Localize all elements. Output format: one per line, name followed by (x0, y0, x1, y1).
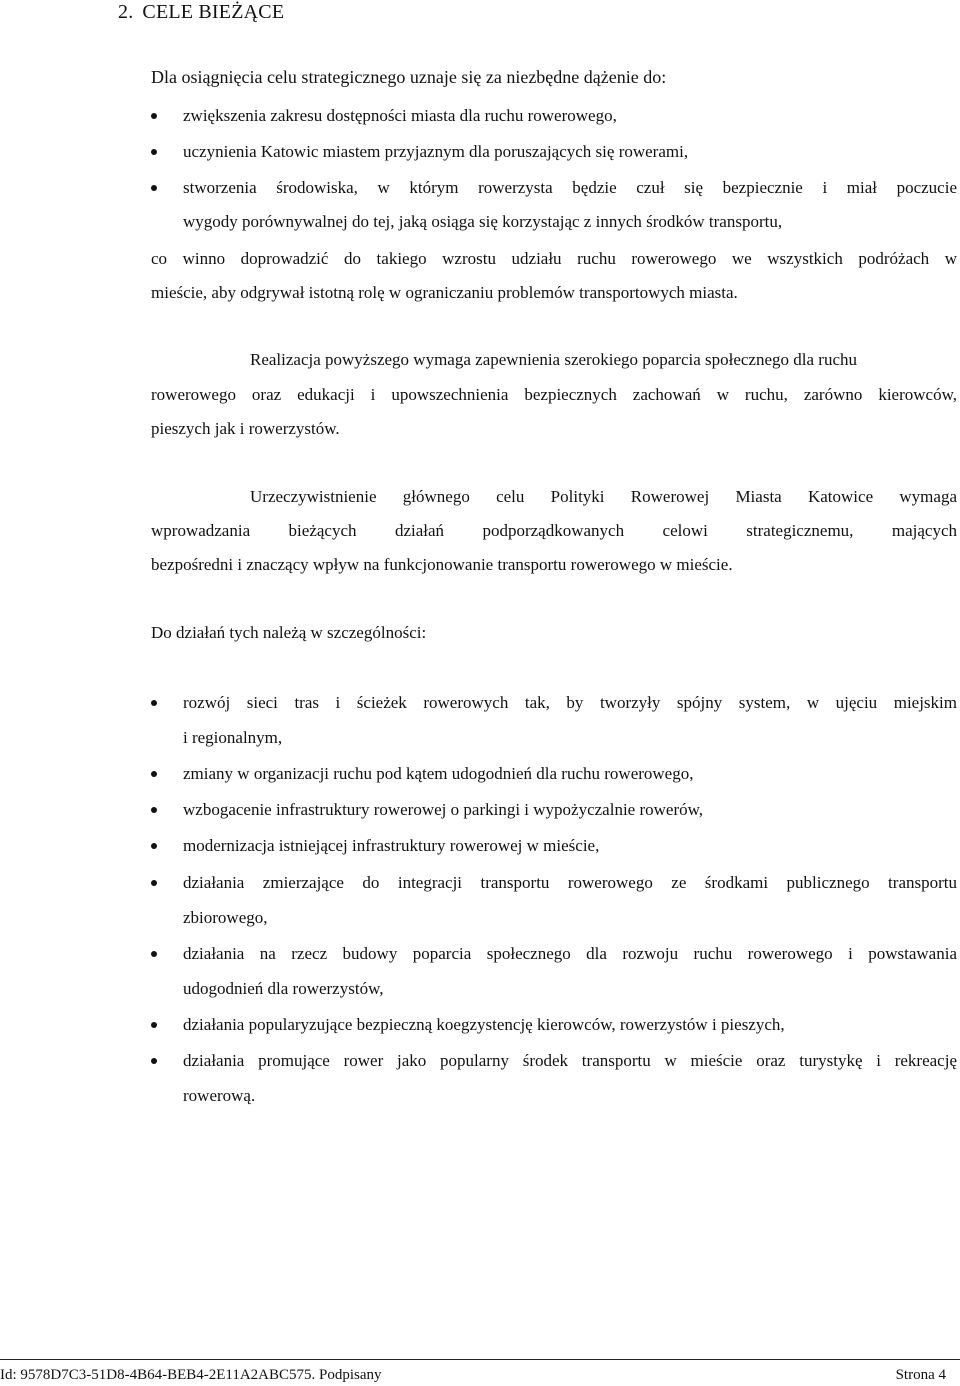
realizacja-line-3: pieszych jak i rowerzystów. (151, 419, 340, 438)
goal-item-1: zwiększenia zakresu dostępności miasta dla ruchu rowerowego, (183, 106, 617, 125)
action-item-5-continued: zbiorowego, (183, 908, 268, 927)
bullet-icon (151, 149, 157, 155)
realizacja-line-2: rowerowego oraz edukacji i upowszechnienia bezpiecznych zachowań w ruchu, zarówno kierowców, (151, 385, 957, 404)
bullet-icon (151, 771, 157, 777)
bullet-icon (151, 700, 157, 706)
action-item-5: działania zmierzające do integracji transportu rowerowego ze środkami publicznego transportu (183, 873, 957, 892)
bullet-icon (151, 1058, 157, 1064)
action-item-1: rozwój sieci tras i ścieżek rowerowych tak, by tworzyły spójny system, w ujęciu miejskim (183, 693, 957, 712)
goal-continuation-line-1: co winno doprowadzić do takiego wzrostu udziału ruchu rowerowego we wszystkich podróżach w (151, 249, 957, 268)
realizacja-line-1: Realizacja powyższego wymaga zapewnienia szerokiego poparcia społecznego dla ruchu (250, 350, 858, 369)
action-item-7: działania popularyzujące bezpieczną koegzystencję kierowców, rowerzystów i pieszych, (183, 1015, 785, 1034)
bullet-icon (151, 807, 157, 813)
intro-text: Dla osiągnięcia celu strategicznego uznaje się za niezbędne dążenie do: (151, 67, 667, 87)
action-item-8-continued: rowerową. (183, 1086, 256, 1105)
page-number: Strona 4 (895, 1367, 946, 1383)
document-id: Id: 9578D7C3-51D8-4B64-BEB4-2E11A2ABC575. Podpisany (0, 1367, 382, 1383)
section-number: 2. (118, 1, 134, 23)
section-heading (118, 0, 284, 24)
footer-divider (0, 1359, 960, 1360)
urzeczywistnienie-line-1: Urzeczywistnienie głównego celu Polityki Rowerowej Miasta Katowice wymaga (250, 487, 957, 506)
bullet-icon (151, 880, 157, 886)
bullet-icon (151, 951, 157, 957)
urzeczywistnienie-line-3: bezpośredni i znaczący wpływ na funkcjonowanie transportu rowerowego w mieście. (151, 555, 733, 574)
action-item-6: działania na rzecz budowy poparcia społecznego dla rozwoju ruchu rowerowego i powstawania (183, 944, 957, 963)
goal-continuation-line-2: mieście, aby odgrywał istotną rolę w ograniczaniu problemów transportowych miasta. (151, 283, 738, 302)
action-item-1-continued: i regionalnym, (183, 728, 283, 747)
bullet-icon (151, 185, 157, 191)
goal-item-2: uczynienia Katowic miastem przyjaznym dla poruszających się rowerami, (183, 142, 689, 161)
action-item-3: wzbogacenie infrastruktury rowerowej o parkingi i wypożyczalnie rowerów, (183, 800, 704, 819)
goal-item-3-continued: wygody porównywalnej do tej, jaką osiąga się korzystając z innych środków transportu, (183, 212, 783, 231)
action-item-4: modernizacja istniejącej infrastruktury rowerowej w mieście, (183, 836, 600, 855)
action-item-2: zmiany w organizacji ruchu pod kątem udogodnień dla ruchu rowerowego, (183, 764, 694, 783)
urzeczywistnienie-line-2: wprowadzania bieżących działań podporządkowanych celowi strategicznemu, mających (151, 521, 957, 540)
section-title: CELE BIEŻĄCE (142, 1, 285, 23)
bullet-icon (151, 1022, 157, 1028)
bullet-icon (151, 843, 157, 849)
actions-intro-text: Do działań tych należą w szczególności: (151, 623, 427, 642)
action-item-6-continued: udogodnień dla rowerzystów, (183, 979, 384, 998)
bullet-icon (151, 113, 157, 119)
goal-item-3: stworzenia środowiska, w którym rowerzysta będzie czuł się bezpiecznie i miał poczucie (183, 178, 957, 197)
action-item-8: działania promujące rower jako popularny środek transportu w mieście oraz turystykę i rekreację (183, 1051, 957, 1070)
